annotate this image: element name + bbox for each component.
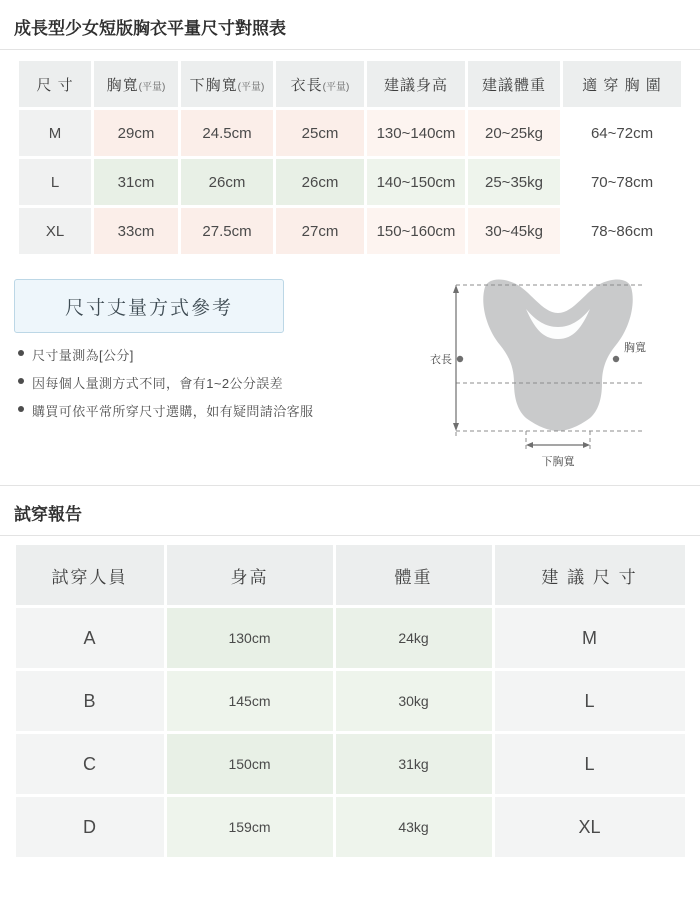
report-cell-person: A xyxy=(16,608,164,668)
report-cell-height: 150cm xyxy=(167,734,333,794)
cell-bust: 29cm xyxy=(94,110,178,156)
label-underbust: 下胸寬 xyxy=(541,456,575,468)
report-cell-person: C xyxy=(16,734,164,794)
try-on-report-table xyxy=(13,542,688,860)
table-row xyxy=(16,797,685,857)
cell-height: 140~150cm xyxy=(367,159,465,205)
cell-weight: 30~45kg xyxy=(468,208,560,254)
table-row xyxy=(19,159,681,205)
label-length: 衣長 xyxy=(430,354,452,366)
header-bust: 胸寬(平量) xyxy=(94,61,178,107)
header-underbust: 下胸寬(平量) xyxy=(181,61,273,107)
report-cell-height: 159cm xyxy=(167,797,333,857)
cell-underbust: 27.5cm xyxy=(181,208,273,254)
report-header-weight: 體重 xyxy=(336,545,492,605)
garment-diagram xyxy=(430,273,686,473)
header-size: 尺 寸 xyxy=(19,61,91,107)
cell-length: 25cm xyxy=(276,110,364,156)
cell-length: 26cm xyxy=(276,159,364,205)
cell-height: 150~160cm xyxy=(367,208,465,254)
list-item: 尺寸量測為[公分] xyxy=(18,345,418,364)
cell-size: L xyxy=(19,159,91,205)
report-header-row xyxy=(16,545,685,605)
report-cell-size: L xyxy=(495,671,685,731)
report-header-size: 建 議 尺 寸 xyxy=(495,545,685,605)
report-cell-height: 130cm xyxy=(167,608,333,668)
report-cell-weight: 43kg xyxy=(336,797,492,857)
header-length: 衣長(平量) xyxy=(276,61,364,107)
report-cell-weight: 31kg xyxy=(336,734,492,794)
table-row xyxy=(16,608,685,668)
header-height: 建議身高 xyxy=(367,61,465,107)
page-title: 成長型少女短版胸衣平量尺寸對照表 xyxy=(14,19,286,38)
list-item: 購買可依平常所穿尺寸選購，如有疑問請洽客服 xyxy=(18,401,418,420)
header-chest: 適 穿 胸 圍 xyxy=(563,61,681,107)
header-weight: 建議體重 xyxy=(468,61,560,107)
report-cell-person: B xyxy=(16,671,164,731)
report-header-person: 試穿人員 xyxy=(16,545,164,605)
report-cell-weight: 30kg xyxy=(336,671,492,731)
measure-notes-list xyxy=(18,345,418,429)
label-bust: 胸寬 xyxy=(624,342,646,354)
table-row xyxy=(16,734,685,794)
size-table xyxy=(16,58,684,257)
report-cell-size: XL xyxy=(495,797,685,857)
cell-underbust: 26cm xyxy=(181,159,273,205)
report-divider-bottom xyxy=(0,535,700,536)
table-header-row xyxy=(19,61,681,107)
cell-size: M xyxy=(19,110,91,156)
table-row xyxy=(19,208,681,254)
cell-bust: 33cm xyxy=(94,208,178,254)
cell-chest: 64~72cm xyxy=(563,110,681,156)
report-header-height: 身高 xyxy=(167,545,333,605)
measure-reference-title: 尺寸丈量方式參考 xyxy=(14,279,284,333)
report-title: 試穿報告 xyxy=(14,505,82,524)
list-item: 因每個人量測方式不同，會有1~2公分誤差 xyxy=(18,373,418,392)
report-cell-person: D xyxy=(16,797,164,857)
cell-underbust: 24.5cm xyxy=(181,110,273,156)
title-divider xyxy=(0,49,700,50)
cell-weight: 20~25kg xyxy=(468,110,560,156)
measure-reference-section xyxy=(0,273,700,485)
cell-weight: 25~35kg xyxy=(468,159,560,205)
report-cell-weight: 24kg xyxy=(336,608,492,668)
table-row xyxy=(16,671,685,731)
cell-bust: 31cm xyxy=(94,159,178,205)
cell-height: 130~140cm xyxy=(367,110,465,156)
report-cell-height: 145cm xyxy=(167,671,333,731)
table-row xyxy=(19,110,681,156)
cell-size: XL xyxy=(19,208,91,254)
cell-chest: 78~86cm xyxy=(563,208,681,254)
cell-length: 27cm xyxy=(276,208,364,254)
cell-chest: 70~78cm xyxy=(563,159,681,205)
report-cell-size: L xyxy=(495,734,685,794)
report-cell-size: M xyxy=(495,608,685,668)
bra-band xyxy=(514,383,602,431)
